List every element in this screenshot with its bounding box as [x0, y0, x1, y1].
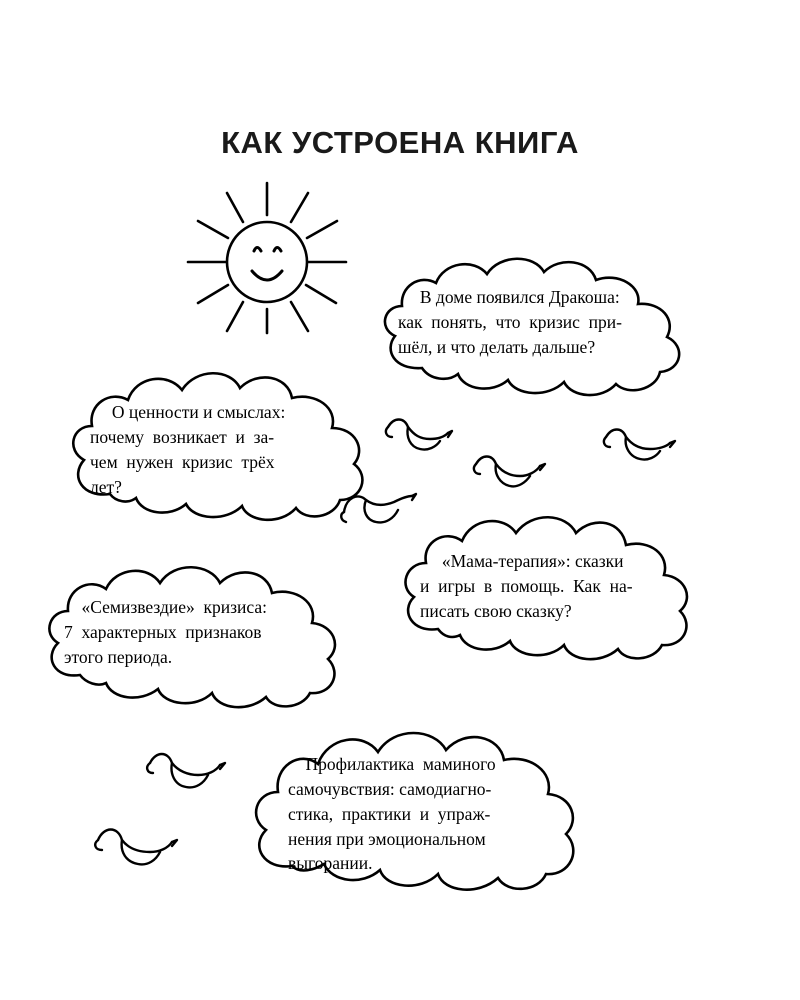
bird-icon: [470, 450, 546, 496]
cloud-mama-therapy: [390, 505, 710, 670]
page-title: КАК УСТРОЕНА КНИГА: [221, 125, 579, 160]
cloud-values-text: О ценности и смыслах: почему возникает и за- чем нужен кризис трёх лет?: [90, 402, 286, 497]
cloud-prophylaxis: [240, 700, 600, 915]
cloud-dragon: [370, 250, 710, 405]
bird-icon: [382, 415, 454, 461]
cloud-seven-stars-text: «Семизвездие» кризиса: 7 характерных признаков этого периода.: [64, 597, 268, 667]
cloud-dragon-text: В доме появился Дракоша: как понять, что кризис при- шёл, и что делать дальше?: [398, 287, 622, 357]
bird-icon: [336, 482, 416, 532]
cloud-prophylaxis-text: Профилактика маминого самочувствия: самодиагно- стика, практики и упраж- нения при эмоциональном выгорании.: [288, 754, 496, 874]
cloud-seven-stars: [34, 555, 364, 715]
bird-icon: [90, 818, 178, 872]
smiling-sun-icon: [180, 175, 350, 335]
cloud-values: [62, 358, 372, 538]
bird-icon: [142, 745, 226, 797]
cloud-mama-therapy-text: «Мама-терапия»: сказки и игры в помощь. Как на- писать свою сказку?: [420, 551, 633, 621]
bird-icon: [600, 425, 676, 473]
